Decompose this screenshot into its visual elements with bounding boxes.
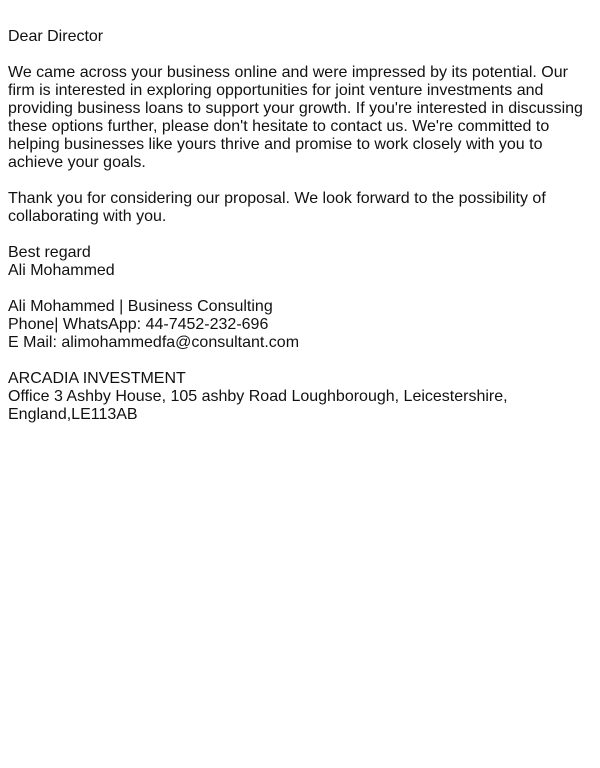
company-block [8,370,588,424]
signature-email: E Mail: alimohammedfa@consultant.com [8,334,300,351]
body-paragraph-1-text: We came across your business online and were impressed by its potential. Our firm is interested in exploring opportunities for joint venture investments and providing business loans to support your growth. If you're interested in discussing these options further, please don't hesitate to contact us. We're committed to helping businesses like yours thrive and promise to work closely with you to achieve your goals. [8,64,583,171]
sender-name: Ali Mohammed [8,262,115,279]
body-paragraph-2-text: Thank you for considering our proposal. We look forward to the possibility of collaborating with you. [8,190,546,225]
company-name: ARCADIA INVESTMENT [8,370,186,387]
signature-phone: Phone| WhatsApp: 44-7452-232-696 [8,316,269,333]
closing-block [8,244,588,280]
company-address: Office 3 Ashby House, 105 ashby Road Loughborough, Leicestershire, England,LE113AB [8,388,508,423]
greeting: Dear Director [8,28,104,45]
signature-name-title: Ali Mohammed | Business Consulting [8,298,273,315]
signature-block [8,298,588,352]
body-paragraph-2 [8,190,588,226]
email-body [8,28,588,442]
body-paragraph-1 [8,64,588,172]
greeting-block [8,28,588,46]
closing: Best regard [8,244,91,261]
